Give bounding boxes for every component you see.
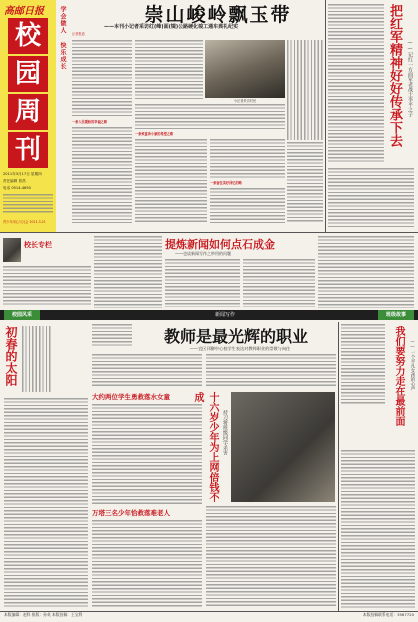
story-text: [165, 259, 240, 307]
far-right-title: 我们要努力走在最前面: [393, 326, 404, 426]
section-tag-mid: 新闻写作: [214, 312, 235, 318]
story-text: [243, 259, 315, 307]
masthead-sidebar: [0, 0, 56, 232]
main-story-headline: 教师是最光辉的职业: [163, 327, 308, 346]
story-text: [210, 188, 285, 223]
section-title-block: [8, 18, 48, 168]
story-text: [72, 127, 132, 223]
section-char: 刊: [8, 132, 48, 168]
editor-line: 责任编辑 曾昌: [3, 179, 26, 183]
masthead-notes: [3, 194, 53, 214]
phone-line: 电话 0514-4650: [3, 186, 31, 190]
story-text: [328, 168, 414, 228]
story-text: [206, 506, 336, 608]
story-text: [92, 354, 202, 388]
principal-portrait: [3, 238, 21, 262]
right-feature-subhead: ——记红一方面军老战士李平之子: [407, 40, 413, 117]
story-text: [92, 324, 132, 346]
right-feature-headline: 把红军精神好好传承下去: [387, 4, 402, 147]
sub-headline: 大约两位学生勇救落水女童: [92, 393, 170, 401]
story-photo: [205, 40, 285, 98]
paper-name: 高邮日报: [4, 6, 44, 17]
top-story-subhead: ——本刊小记者采访红(峰)面(镜)公路硬化竣工通车典礼纪实: [104, 24, 239, 30]
story-vertical-text: [287, 40, 323, 140]
masthead-footer: 青少年用心与社会 2011.3.21: [3, 220, 46, 224]
left-column-text: [22, 326, 52, 392]
story-text: [206, 354, 336, 388]
footer-right: 本版投稿联系电话：3567720: [362, 612, 414, 617]
main-story-subhead: ——宜区邗柳中心校学生表达对教师职业的崇敬与向往: [189, 346, 291, 351]
section-char: 周: [8, 94, 48, 130]
story-text: [94, 236, 162, 308]
section-char: 校: [8, 18, 48, 54]
section-title: 一条留住美好回忆的路: [210, 181, 242, 185]
top-story-byline: 记者报道: [72, 32, 85, 36]
inset-photo: [231, 392, 335, 502]
story-text: [287, 142, 323, 223]
section-tag-right: 班级故事: [378, 310, 414, 320]
footer-left: 本版编辑：赵科 排版：孙英 本版投稿：王宝利: [4, 612, 83, 617]
inset-title: 十六岁少年为上网倍钱不成: [192, 392, 218, 502]
story-text: [92, 404, 202, 504]
mid-story-headline: 提炼新闻如何点石成金: [165, 238, 275, 251]
section-tag-left: 校园风采: [4, 310, 40, 320]
far-right-subtitle: ——一个平凡女孩的心声: [410, 340, 415, 391]
story-text: [92, 520, 202, 608]
slogan: 学会做人 快乐成长: [59, 6, 66, 70]
story-text: [135, 139, 207, 223]
story-text: [318, 236, 414, 308]
sub-headline: 万塔三名少年恰救落难老人: [92, 509, 170, 517]
story-text: [135, 40, 203, 100]
photo-caption: 小记者采访村民: [233, 99, 257, 103]
story-text: [341, 324, 385, 404]
story-text: [328, 4, 384, 164]
left-column-text: [4, 398, 88, 608]
column-text: [3, 266, 91, 306]
section-char: 园: [8, 56, 48, 92]
left-column-title: 初春的太阳: [4, 326, 18, 386]
inset-subtitle: 持刀将班级同学杀害: [222, 410, 228, 455]
story-text: [341, 450, 415, 608]
issue-date: 2011年3月17日 星期四: [3, 172, 42, 176]
story-text: [72, 40, 132, 118]
story-text: [210, 139, 285, 179]
section-title: 一条人民期盼的幸福之路: [72, 120, 108, 124]
story-text: [135, 104, 285, 130]
section-title: 一条致富奔小康的希望之路: [135, 132, 174, 136]
top-story-headline: 崇山峻岭飘玉带: [144, 4, 292, 26]
top-story-headline-bg: [68, 0, 358, 26]
mid-story-subhead: ——也谈新闻写作之妙用的问题: [175, 251, 231, 256]
column-head: 校长专栏: [24, 241, 52, 249]
